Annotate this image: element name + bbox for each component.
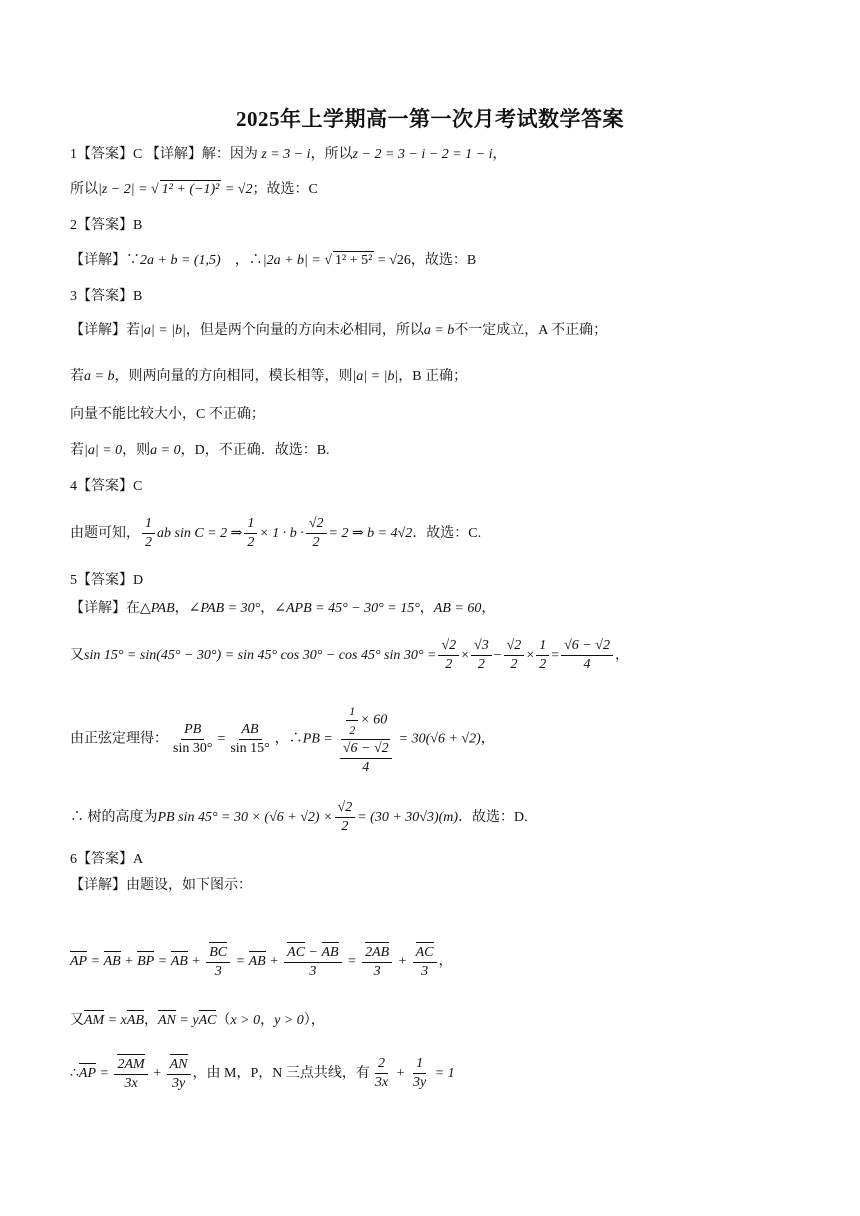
q5-l4c: = (30 + 30√3)(m) <box>357 810 459 825</box>
q5-head: 5【答案】D <box>70 573 144 588</box>
frac <box>471 637 492 674</box>
frac-den: 3x <box>374 1075 389 1091</box>
vec: AM <box>84 1010 104 1029</box>
q3-l1a: 【详解】若 <box>70 323 140 338</box>
q5-l1i: ， <box>481 601 496 616</box>
frac-den: 3 <box>421 964 429 980</box>
frac-num: PB <box>181 721 204 740</box>
vec: AC <box>416 942 434 961</box>
q3-l4a: 若 <box>70 443 84 458</box>
frac-den: 2 <box>539 657 547 673</box>
frac-num: 1 <box>244 515 257 534</box>
q5-l4d: ．故选：D. <box>458 810 528 825</box>
punct: （ <box>216 1013 231 1028</box>
q4-e3: = 2 ⇒ b = 4√2 <box>328 526 413 541</box>
q6-detail: 【详解】由题设，如下图示： <box>70 878 252 893</box>
frac-num <box>362 942 392 963</box>
frac-num <box>341 702 390 740</box>
frac-num: √2 <box>335 799 356 818</box>
q4-detail <box>70 512 481 556</box>
q6-l2a: 又 <box>70 1013 84 1028</box>
punct: ）， <box>303 1013 325 1028</box>
q3-l1b: |a| = |b| <box>140 323 186 338</box>
q6-l3g: = 1 <box>431 1066 455 1081</box>
op: + <box>120 954 138 969</box>
q1-end: ， <box>492 147 507 162</box>
op: = <box>343 954 361 969</box>
sqrt-sign: √ <box>324 253 332 268</box>
q5-l1b: △PAB <box>140 601 175 616</box>
q4-head: 4【答案】C <box>70 479 143 494</box>
q3-l1c: ，但是两个向量的方向未必相同，所以 <box>185 323 424 338</box>
frac-den: 3x <box>124 1076 138 1092</box>
op: + <box>187 954 205 969</box>
frac-num: AB <box>239 721 262 740</box>
q2-detail <box>70 251 476 271</box>
q6-cond-y: y > 0 <box>274 1013 304 1028</box>
q3-l1d: a = b <box>423 323 455 338</box>
q6-l3a: ∴ <box>70 1066 79 1081</box>
q4-e2: × 1 · b · <box>259 526 304 541</box>
frac-num: √2 <box>306 515 327 534</box>
q3-l2b: a = b <box>84 369 115 384</box>
q1-eq: = √2 <box>221 182 253 197</box>
q1-l2-end: ；故选：C <box>252 182 318 197</box>
q6-cond-x: x > 0 <box>230 1013 261 1028</box>
frac-den: sin 30° <box>173 741 213 756</box>
frac-den: 2 <box>247 535 255 551</box>
punct: ， <box>260 1013 275 1028</box>
frac-num <box>206 942 230 963</box>
op: = x <box>104 1013 127 1028</box>
q5-l1e: ， <box>260 601 275 616</box>
frac-num: √2 <box>438 637 459 656</box>
q2-expr2: |2a + b| = <box>262 253 325 268</box>
q5-l4b: PB sin 45° = 30 × (√6 + √2) × <box>157 810 333 825</box>
frac-den: 2 <box>477 657 485 673</box>
op: − <box>305 945 322 961</box>
frac-num: √6 − √2 <box>340 740 392 759</box>
frac-den: 2 <box>510 657 518 673</box>
frac <box>536 637 549 674</box>
frac <box>561 637 613 674</box>
q4-frac-1 <box>142 515 155 552</box>
op: + <box>149 1066 165 1081</box>
frac-num: 2 <box>375 1055 388 1074</box>
q3-l2c: ，则两向量的方向相同，模长相等，则 <box>114 369 353 384</box>
q4-end: ．故选：C. <box>412 526 482 541</box>
frac-den: 4 <box>583 657 591 673</box>
frac-den: 3 <box>309 964 317 980</box>
q3-l2e: ，B 正确； <box>398 369 468 384</box>
frac <box>167 1054 191 1093</box>
q3-line-3: 向量不能比较大小，C 不正确； <box>70 407 265 422</box>
q3-l4e: ，D，不正确．故选：B. <box>180 443 330 458</box>
frac-den: 3y <box>412 1075 427 1091</box>
frac <box>438 637 459 674</box>
q2-head: 2【答案】B <box>70 218 143 233</box>
frac-den: 2 <box>349 723 356 737</box>
frac-den: 4 <box>362 760 370 775</box>
q5-l2end: ， <box>614 648 629 663</box>
q1-line-1 <box>70 145 507 165</box>
frac <box>413 942 437 981</box>
q3-l4d: a = 0 <box>150 443 181 458</box>
q1-l2-pre: 所以 <box>70 182 98 197</box>
vec: AB <box>322 942 339 961</box>
q1-z2: z − 2 = 3 − i − 2 = 1 − i <box>352 147 493 162</box>
vec: AP <box>79 1063 96 1082</box>
op: + <box>393 1066 408 1081</box>
frac-num: √6 − √2 <box>561 637 613 656</box>
q4-pre: 由题可知， <box>70 526 140 541</box>
vec: BC <box>209 942 227 961</box>
frac <box>346 702 358 739</box>
frac <box>340 740 392 777</box>
q6-line-1 <box>70 940 453 984</box>
frac <box>114 1054 147 1093</box>
op: = y <box>175 1013 199 1028</box>
frac <box>362 942 392 981</box>
vec: AB <box>171 951 188 970</box>
frac-num <box>284 942 341 963</box>
frac <box>170 721 215 758</box>
q4-frac-2 <box>244 515 257 552</box>
q5-line-4 <box>70 796 528 840</box>
q1-z-eq: z = 3 − i <box>261 147 311 162</box>
frac-num: 1 <box>142 515 155 534</box>
q3-l4c: ，则 <box>122 443 151 458</box>
q2-mid: ，∴ <box>234 253 263 268</box>
punct: ， <box>438 954 453 969</box>
frac-num <box>167 1054 191 1075</box>
q5-l3b: ，∴ <box>274 731 303 747</box>
frac-den <box>335 740 397 777</box>
q4-e1: ab sin C = 2 ⇒ <box>157 526 243 541</box>
q5-l1a: 【详解】在 <box>70 601 140 616</box>
q2-end: ，故选：B <box>410 253 477 268</box>
q5-l1f: ∠APB = 45° − 30° = 15° <box>274 601 420 616</box>
q5-line-3: 由正弦定理得： $\frac{PB}{\sin 30^\circ}$ = $\frac{AB}{\sin 15^\circ}$ ，∴PB = $\frac{1}{2}$ × 60 $\frac{√6 - √2}{4}$ = 30(√6 + √2)， <box>70 704 495 775</box>
frac-den: 2 <box>341 819 349 835</box>
q3-head: 3【答案】B <box>70 289 143 304</box>
big-frac <box>335 702 397 777</box>
q4-frac-3 <box>306 515 327 552</box>
frac-num <box>413 942 437 963</box>
q1-line-2 <box>70 180 318 200</box>
vec: AB <box>249 951 266 970</box>
q1-radicand: 1² + (−1)² <box>161 182 220 197</box>
q5-l4a: ∴ 树的高度为 <box>70 810 158 825</box>
q2-radicand: 1² + 5² <box>335 253 373 268</box>
frac <box>410 1055 429 1092</box>
q5-l1d: ∠PAB = 30° <box>188 601 261 616</box>
q6-line-3 <box>70 1052 455 1096</box>
frac-den: sin 15° <box>230 741 270 756</box>
op: + <box>265 954 283 969</box>
frac <box>206 942 230 981</box>
q1-abs: |z − 2| = <box>98 182 152 197</box>
frac-den: 2 <box>445 657 453 673</box>
q3-line-1 <box>70 321 607 341</box>
q1-head: 1【答案】C 【详解】解：因为 <box>70 147 258 162</box>
frac-den: 3 <box>373 964 381 980</box>
q5-line-1 <box>70 599 495 619</box>
vec: AC <box>199 1010 217 1029</box>
vec: 2AB <box>365 942 389 961</box>
q2-pre: 【详解】∵ <box>70 253 140 268</box>
frac <box>284 942 341 981</box>
q5-l1h: AB = 60 <box>433 601 482 616</box>
vec: AB <box>127 1010 144 1029</box>
frac-rest: × 60 <box>360 712 388 728</box>
vec: AN <box>158 1010 176 1029</box>
frac <box>227 721 272 758</box>
frac-num: 1 <box>536 637 549 656</box>
op: = <box>96 1066 113 1081</box>
q1-mid: ，所以 <box>310 147 353 162</box>
op: + <box>394 954 411 969</box>
frac-den: 2 <box>145 535 152 551</box>
op: = <box>87 954 104 969</box>
frac-den: 3 <box>214 964 222 980</box>
q2-eq: = √26 <box>374 253 411 268</box>
sqrt-sign: √ <box>151 182 159 197</box>
frac <box>335 799 356 836</box>
q5-l2a: 又 <box>70 648 84 663</box>
q5-l3a: 由正弦定理得： <box>70 731 168 747</box>
q3-l4b: |a| = 0 <box>84 443 123 458</box>
frac <box>504 637 525 674</box>
punct: ， <box>144 1013 158 1028</box>
vec: 2AM <box>117 1054 144 1073</box>
frac <box>372 1055 391 1092</box>
vec: AN <box>170 1054 188 1073</box>
op: = <box>154 954 171 969</box>
q3-l1e: 不一定成立，A 不正确； <box>454 323 608 338</box>
q3-line-2 <box>70 367 467 387</box>
vec: AC <box>287 942 305 961</box>
vec: AP <box>70 951 87 970</box>
vec: BP <box>137 951 154 970</box>
q5-l3c: PB = <box>302 731 333 747</box>
q6-head: 6【答案】A <box>70 852 144 867</box>
frac-num <box>114 1054 147 1075</box>
frac-num: √2 <box>504 637 525 656</box>
q2-expr1: 2a + b = (1,5) <box>140 253 221 268</box>
q5-l3d: = 30(√6 + √2) <box>398 731 481 747</box>
q3-l2d: |a| = |b| <box>352 369 399 384</box>
q5-l2b: sin 15° = sin(45° − 30°) = sin 45° cos 30° − cos 45° sin 30° = <box>84 648 437 663</box>
q5-l1g: ， <box>419 601 434 616</box>
q6-l3e: ，由 M，P，N 三点共线，有 <box>192 1066 370 1081</box>
document-title: 2025年上学期高一第一次月考试数学答案 <box>236 107 624 131</box>
q5-l1c: ， <box>174 601 189 616</box>
frac-num: 1 <box>346 702 358 721</box>
frac-num: √3 <box>471 637 492 656</box>
q3-l2a: 若 <box>70 369 84 384</box>
op: = <box>232 954 249 969</box>
q6-line-2 <box>70 1010 325 1031</box>
q5-l3e: ， <box>480 731 495 747</box>
frac-den: 2 <box>312 535 320 551</box>
q5-line-2: 又sin 15° = sin(45° − 30°) = sin 45° cos 30° − cos 45° sin 30° = $\frac{√2}{2}$ × $\frac{√3}{2}$ − $\frac{√2}{2}$ × $\frac{1}{2}$ = $\frac{√6 - √2}{4}$ ， <box>70 638 629 673</box>
q3-line-4 <box>70 441 330 461</box>
frac-den: 3y <box>171 1076 186 1092</box>
vec: AB <box>104 951 121 970</box>
frac-num: 1 <box>413 1055 426 1074</box>
